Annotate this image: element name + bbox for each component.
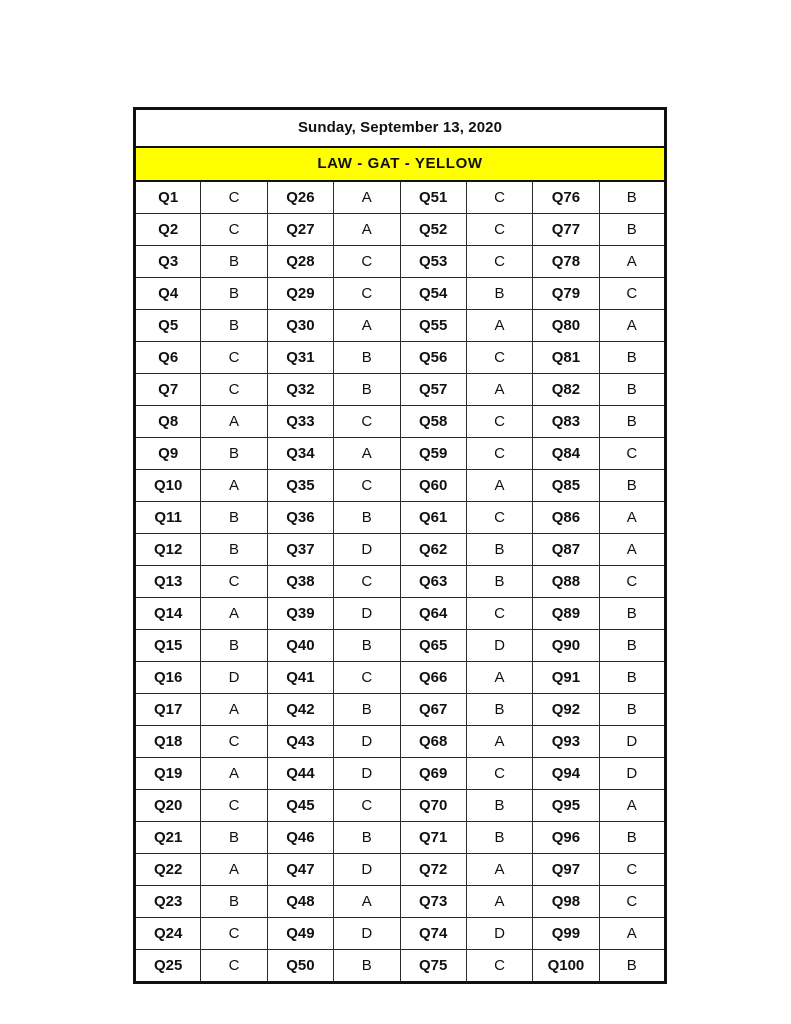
question-number-cell: Q9	[135, 438, 201, 470]
answer-option-cell: D	[334, 598, 400, 630]
question-number-cell: Q29	[267, 278, 333, 310]
question-number-cell: Q72	[400, 854, 466, 886]
answer-option-cell: B	[599, 406, 665, 438]
question-number-cell: Q3	[135, 246, 201, 278]
answer-option-cell: B	[334, 630, 400, 662]
question-number-cell: Q36	[267, 502, 333, 534]
question-number-cell: Q17	[135, 694, 201, 726]
question-number-cell: Q88	[533, 566, 599, 598]
answer-option-cell: A	[466, 886, 532, 918]
answer-option-cell: B	[201, 534, 267, 566]
question-number-cell: Q33	[267, 406, 333, 438]
question-number-cell: Q91	[533, 662, 599, 694]
question-number-cell: Q7	[135, 374, 201, 406]
answer-key-body	[135, 109, 666, 983]
question-number-cell: Q89	[533, 598, 599, 630]
title-row	[135, 109, 666, 148]
question-number-cell: Q81	[533, 342, 599, 374]
question-number-cell: Q40	[267, 630, 333, 662]
answer-option-cell: C	[201, 918, 267, 950]
answer-option-cell: B	[599, 598, 665, 630]
question-number-cell: Q94	[533, 758, 599, 790]
answer-option-cell: B	[599, 662, 665, 694]
question-number-cell: Q41	[267, 662, 333, 694]
answer-option-cell: A	[201, 470, 267, 502]
question-number-cell: Q10	[135, 470, 201, 502]
answer-option-cell: C	[334, 566, 400, 598]
question-number-cell: Q12	[135, 534, 201, 566]
question-number-cell: Q22	[135, 854, 201, 886]
question-number-cell: Q96	[533, 822, 599, 854]
question-number-cell: Q93	[533, 726, 599, 758]
answer-option-cell: A	[201, 758, 267, 790]
question-number-cell: Q68	[400, 726, 466, 758]
answer-option-cell: A	[334, 181, 400, 214]
answer-option-cell: B	[201, 438, 267, 470]
answer-option-cell: A	[201, 406, 267, 438]
answer-option-cell: B	[466, 822, 532, 854]
answer-option-cell: B	[201, 630, 267, 662]
answer-option-cell: B	[599, 214, 665, 246]
question-number-cell: Q82	[533, 374, 599, 406]
question-number-cell: Q66	[400, 662, 466, 694]
answer-option-cell: C	[201, 950, 267, 983]
answer-option-cell: B	[201, 502, 267, 534]
question-number-cell: Q5	[135, 310, 201, 342]
table-row	[135, 886, 666, 918]
question-number-cell: Q77	[533, 214, 599, 246]
question-number-cell: Q73	[400, 886, 466, 918]
question-number-cell: Q57	[400, 374, 466, 406]
answer-option-cell: B	[201, 310, 267, 342]
question-number-cell: Q51	[400, 181, 466, 214]
question-number-cell: Q63	[400, 566, 466, 598]
question-number-cell: Q39	[267, 598, 333, 630]
question-number-cell: Q62	[400, 534, 466, 566]
answer-option-cell: C	[201, 726, 267, 758]
question-number-cell: Q54	[400, 278, 466, 310]
answer-option-cell: B	[334, 374, 400, 406]
answer-option-cell: C	[201, 342, 267, 374]
question-number-cell: Q35	[267, 470, 333, 502]
question-number-cell: Q45	[267, 790, 333, 822]
question-number-cell: Q23	[135, 886, 201, 918]
question-number-cell: Q69	[400, 758, 466, 790]
table-row	[135, 181, 666, 214]
table-row	[135, 374, 666, 406]
table-row	[135, 534, 666, 566]
answer-option-cell: C	[334, 790, 400, 822]
question-number-cell: Q86	[533, 502, 599, 534]
answer-option-cell: C	[201, 374, 267, 406]
question-number-cell: Q4	[135, 278, 201, 310]
question-number-cell: Q98	[533, 886, 599, 918]
table-row	[135, 790, 666, 822]
table-row	[135, 854, 666, 886]
question-number-cell: Q84	[533, 438, 599, 470]
answer-option-cell: B	[334, 694, 400, 726]
answer-option-cell: A	[466, 726, 532, 758]
answer-option-cell: A	[466, 310, 532, 342]
question-number-cell: Q70	[400, 790, 466, 822]
question-number-cell: Q26	[267, 181, 333, 214]
table-row	[135, 630, 666, 662]
question-number-cell: Q59	[400, 438, 466, 470]
answer-key-table	[133, 107, 667, 984]
answer-option-cell: A	[466, 374, 532, 406]
answer-option-cell: D	[466, 630, 532, 662]
question-number-cell: Q25	[135, 950, 201, 983]
answer-option-cell: C	[334, 470, 400, 502]
question-number-cell: Q100	[533, 950, 599, 983]
question-number-cell: Q56	[400, 342, 466, 374]
answer-option-cell: B	[599, 470, 665, 502]
question-number-cell: Q19	[135, 758, 201, 790]
answer-option-cell: C	[599, 886, 665, 918]
question-number-cell: Q32	[267, 374, 333, 406]
table-row	[135, 214, 666, 246]
answer-option-cell: A	[334, 310, 400, 342]
answer-option-cell: D	[334, 854, 400, 886]
answer-option-cell: A	[599, 918, 665, 950]
question-number-cell: Q83	[533, 406, 599, 438]
question-number-cell: Q55	[400, 310, 466, 342]
table-row	[135, 694, 666, 726]
question-number-cell: Q44	[267, 758, 333, 790]
answer-option-cell: C	[466, 342, 532, 374]
table-row	[135, 662, 666, 694]
question-number-cell: Q30	[267, 310, 333, 342]
question-number-cell: Q8	[135, 406, 201, 438]
question-number-cell: Q71	[400, 822, 466, 854]
question-number-cell: Q80	[533, 310, 599, 342]
answer-option-cell: C	[466, 406, 532, 438]
question-number-cell: Q18	[135, 726, 201, 758]
answer-option-cell: A	[334, 438, 400, 470]
table-row	[135, 822, 666, 854]
answer-option-cell: C	[599, 854, 665, 886]
question-number-cell: Q31	[267, 342, 333, 374]
answer-option-cell: A	[466, 470, 532, 502]
answer-option-cell: A	[334, 214, 400, 246]
table-row	[135, 950, 666, 983]
question-number-cell: Q87	[533, 534, 599, 566]
table-row	[135, 598, 666, 630]
answer-option-cell: B	[599, 181, 665, 214]
answer-option-cell: B	[599, 630, 665, 662]
answer-option-cell: D	[334, 758, 400, 790]
question-number-cell: Q21	[135, 822, 201, 854]
answer-option-cell: A	[599, 790, 665, 822]
question-number-cell: Q52	[400, 214, 466, 246]
answer-option-cell: B	[599, 822, 665, 854]
question-number-cell: Q79	[533, 278, 599, 310]
answer-option-cell: C	[201, 790, 267, 822]
answer-option-cell: C	[466, 181, 532, 214]
answer-option-cell: C	[466, 438, 532, 470]
answer-option-cell: C	[466, 950, 532, 983]
answer-option-cell: B	[201, 822, 267, 854]
question-number-cell: Q20	[135, 790, 201, 822]
table-row	[135, 758, 666, 790]
answer-option-cell: B	[466, 278, 532, 310]
answer-option-cell: A	[201, 694, 267, 726]
answer-option-cell: A	[466, 854, 532, 886]
question-number-cell: Q42	[267, 694, 333, 726]
answer-option-cell: D	[466, 918, 532, 950]
table-row	[135, 438, 666, 470]
answer-option-cell: C	[201, 566, 267, 598]
answer-option-cell: A	[599, 534, 665, 566]
question-number-cell: Q65	[400, 630, 466, 662]
answer-option-cell: B	[334, 822, 400, 854]
table-row	[135, 246, 666, 278]
question-number-cell: Q53	[400, 246, 466, 278]
answer-option-cell: C	[466, 598, 532, 630]
answer-option-cell: C	[466, 502, 532, 534]
answer-option-cell: B	[599, 342, 665, 374]
table-row	[135, 310, 666, 342]
answer-option-cell: C	[466, 214, 532, 246]
question-number-cell: Q13	[135, 566, 201, 598]
table-row	[135, 502, 666, 534]
table-row	[135, 918, 666, 950]
answer-option-cell: B	[334, 342, 400, 374]
question-number-cell: Q92	[533, 694, 599, 726]
answer-option-cell: C	[466, 246, 532, 278]
question-number-cell: Q6	[135, 342, 201, 374]
answer-option-cell: C	[334, 246, 400, 278]
table-row	[135, 470, 666, 502]
answer-option-cell: A	[466, 662, 532, 694]
question-number-cell: Q14	[135, 598, 201, 630]
question-number-cell: Q2	[135, 214, 201, 246]
answer-option-cell: A	[599, 502, 665, 534]
answer-option-cell: D	[334, 726, 400, 758]
answer-option-cell: B	[466, 534, 532, 566]
question-number-cell: Q58	[400, 406, 466, 438]
question-number-cell: Q46	[267, 822, 333, 854]
question-number-cell: Q16	[135, 662, 201, 694]
question-number-cell: Q85	[533, 470, 599, 502]
document-title: Sunday, September 13, 2020	[135, 109, 666, 148]
answer-option-cell: C	[599, 566, 665, 598]
answer-option-cell: B	[599, 694, 665, 726]
answer-option-cell: A	[599, 310, 665, 342]
answer-option-cell: C	[599, 438, 665, 470]
answer-option-cell: D	[599, 726, 665, 758]
answer-option-cell: B	[599, 950, 665, 983]
question-number-cell: Q76	[533, 181, 599, 214]
subject-banner: LAW - GAT - YELLOW	[135, 147, 666, 181]
table-row	[135, 726, 666, 758]
answer-option-cell: C	[201, 214, 267, 246]
question-number-cell: Q38	[267, 566, 333, 598]
answer-option-cell: D	[599, 758, 665, 790]
question-number-cell: Q37	[267, 534, 333, 566]
answer-option-cell: B	[599, 374, 665, 406]
subject-banner-row	[135, 147, 666, 181]
question-number-cell: Q61	[400, 502, 466, 534]
question-number-cell: Q11	[135, 502, 201, 534]
answer-option-cell: C	[466, 758, 532, 790]
answer-option-cell: B	[334, 502, 400, 534]
answer-option-cell: C	[334, 406, 400, 438]
question-number-cell: Q95	[533, 790, 599, 822]
question-number-cell: Q50	[267, 950, 333, 983]
answer-option-cell: C	[201, 181, 267, 214]
question-number-cell: Q90	[533, 630, 599, 662]
question-number-cell: Q78	[533, 246, 599, 278]
answer-option-cell: B	[466, 566, 532, 598]
table-row	[135, 342, 666, 374]
answer-option-cell: A	[201, 854, 267, 886]
question-number-cell: Q99	[533, 918, 599, 950]
answer-option-cell: D	[334, 918, 400, 950]
question-number-cell: Q64	[400, 598, 466, 630]
answer-option-cell: B	[201, 278, 267, 310]
answer-option-cell: A	[201, 598, 267, 630]
answer-option-cell: A	[599, 246, 665, 278]
table-row	[135, 278, 666, 310]
table-row	[135, 566, 666, 598]
answer-option-cell: B	[201, 246, 267, 278]
answer-option-cell: B	[201, 886, 267, 918]
question-number-cell: Q48	[267, 886, 333, 918]
answer-option-cell: B	[466, 694, 532, 726]
question-number-cell: Q49	[267, 918, 333, 950]
question-number-cell: Q43	[267, 726, 333, 758]
question-number-cell: Q67	[400, 694, 466, 726]
question-number-cell: Q15	[135, 630, 201, 662]
question-number-cell: Q97	[533, 854, 599, 886]
answer-option-cell: C	[334, 278, 400, 310]
question-number-cell: Q34	[267, 438, 333, 470]
answer-option-cell: B	[334, 950, 400, 983]
question-number-cell: Q28	[267, 246, 333, 278]
question-number-cell: Q24	[135, 918, 201, 950]
question-number-cell: Q47	[267, 854, 333, 886]
answer-option-cell: A	[334, 886, 400, 918]
question-number-cell: Q1	[135, 181, 201, 214]
answer-option-cell: D	[201, 662, 267, 694]
answer-option-cell: C	[334, 662, 400, 694]
answer-option-cell: D	[334, 534, 400, 566]
answer-option-cell: B	[466, 790, 532, 822]
table-row	[135, 406, 666, 438]
question-number-cell: Q75	[400, 950, 466, 983]
answer-option-cell: C	[599, 278, 665, 310]
question-number-cell: Q60	[400, 470, 466, 502]
question-number-cell: Q74	[400, 918, 466, 950]
question-number-cell: Q27	[267, 214, 333, 246]
